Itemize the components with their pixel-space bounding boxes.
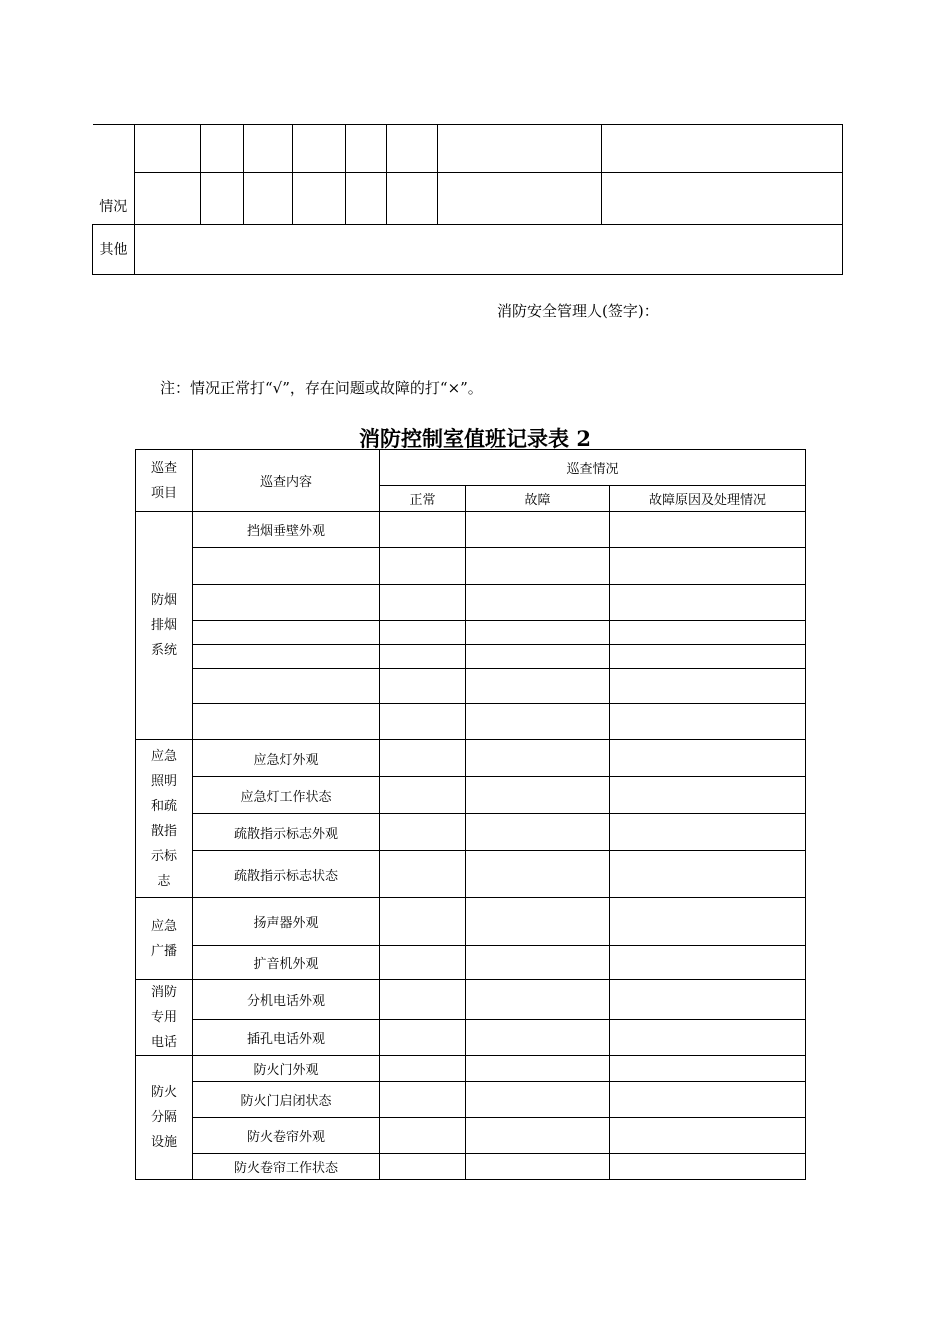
header-item-label: 巡查项目 [150,460,177,501]
reason-cell[interactable] [610,1020,806,1056]
top-cell[interactable] [244,125,293,173]
content-cell: 扩音机外观 [193,946,380,980]
top-cell[interactable] [244,173,293,225]
reason-cell[interactable] [610,621,806,645]
reason-cell[interactable] [610,980,806,1020]
top-cell[interactable] [201,125,244,173]
reason-cell[interactable] [610,645,806,669]
signature-label: 消防安全管理人(签字)： [497,302,659,320]
reason-cell[interactable] [610,851,806,898]
top-cell[interactable] [293,125,346,173]
reason-cell[interactable] [610,946,806,980]
fault-cell[interactable] [466,704,610,740]
normal-cell[interactable] [380,585,466,621]
fault-cell[interactable] [466,512,610,548]
header-fault: 故障 [466,486,610,512]
normal-cell[interactable] [380,1082,466,1118]
content-cell [193,621,380,645]
reason-cell[interactable] [610,669,806,704]
reason-cell[interactable] [610,704,806,740]
top-record-table [92,124,843,275]
top-cell[interactable] [135,125,201,173]
content-cell: 插孔电话外观 [193,1020,380,1056]
category-cell [136,512,193,740]
reason-cell[interactable] [610,1154,806,1180]
content-cell: 防火门启闭状态 [193,1082,380,1118]
content-cell: 分机电话外观 [193,980,380,1020]
top-cell[interactable] [387,125,438,173]
normal-cell[interactable] [380,1020,466,1056]
normal-cell[interactable] [380,980,466,1020]
category-label: 消防专用电话 [150,985,177,1050]
normal-cell[interactable] [380,512,466,548]
fault-cell[interactable] [466,669,610,704]
fault-cell[interactable] [466,1118,610,1154]
category-cell [136,1056,193,1180]
category-label: 防火分隔设施 [150,1085,177,1150]
normal-cell[interactable] [380,777,466,814]
top-cell[interactable] [438,125,602,173]
normal-cell[interactable] [380,645,466,669]
category-cell [136,740,193,898]
content-cell: 应急灯外观 [193,740,380,777]
fault-cell[interactable] [466,645,610,669]
reason-cell[interactable] [610,1056,806,1082]
content-cell [193,585,380,621]
fault-cell[interactable] [466,621,610,645]
content-cell [193,645,380,669]
normal-cell[interactable] [380,1154,466,1180]
top-cell[interactable] [602,173,843,225]
normal-cell[interactable] [380,1118,466,1154]
content-cell: 疏散指示标志外观 [193,814,380,851]
content-cell [193,704,380,740]
fault-cell[interactable] [466,585,610,621]
content-cell: 扬声器外观 [193,898,380,946]
top-cell[interactable] [293,173,346,225]
fault-cell[interactable] [466,1154,610,1180]
other-label: 其他 [99,241,128,258]
header-status: 巡查情况 [380,450,806,486]
page-title: 消防控制室值班记录表 2 [359,426,591,451]
reason-cell[interactable] [610,1082,806,1118]
reason-cell[interactable] [610,1118,806,1154]
fault-cell[interactable] [466,851,610,898]
other-content-cell[interactable] [135,225,843,275]
fault-cell[interactable] [466,777,610,814]
fault-cell[interactable] [466,1082,610,1118]
header-item [136,450,193,512]
reason-cell[interactable] [610,814,806,851]
header-reason: 故障原因及处理情况 [610,486,806,512]
reason-cell[interactable] [610,512,806,548]
content-cell: 挡烟垂壁外观 [193,512,380,548]
content-cell: 防火卷帘外观 [193,1118,380,1154]
reason-cell[interactable] [610,585,806,621]
fault-cell[interactable] [466,548,610,585]
content-cell: 防火卷帘工作状态 [193,1154,380,1180]
header-content: 巡查内容 [193,450,380,512]
fault-cell[interactable] [466,814,610,851]
category-cell [136,980,193,1056]
normal-cell[interactable] [380,621,466,645]
reason-cell[interactable] [610,777,806,814]
content-cell [193,669,380,704]
normal-cell[interactable] [380,704,466,740]
fault-cell[interactable] [466,980,610,1020]
note-text: 注：情况正常打“√”，存在问题或故障的打“×”。 [160,379,483,397]
reason-cell[interactable] [610,740,806,777]
reason-cell[interactable] [610,548,806,585]
category-label: 应急广播 [150,918,177,959]
top-cell[interactable] [387,173,438,225]
top-cell[interactable] [346,125,387,173]
fault-cell[interactable] [466,1020,610,1056]
normal-cell[interactable] [380,548,466,585]
content-cell: 疏散指示标志状态 [193,851,380,898]
top-cell[interactable] [602,125,843,173]
top-cell[interactable] [135,173,201,225]
fault-cell[interactable] [466,946,610,980]
normal-cell[interactable] [380,898,466,946]
category-label: 防烟排烟系统 [150,593,177,658]
content-cell: 防火门外观 [193,1056,380,1082]
fault-cell[interactable] [466,898,610,946]
other-label-cell [93,225,135,275]
content-cell [193,548,380,585]
top-cell[interactable] [438,173,602,225]
normal-cell[interactable] [380,946,466,980]
reason-cell[interactable] [610,898,806,946]
normal-cell[interactable] [380,851,466,898]
normal-cell[interactable] [380,1056,466,1082]
category-label: 应急照明和疏散指示标志 [150,748,177,889]
normal-cell[interactable] [380,669,466,704]
header-normal: 正常 [380,486,466,512]
fault-cell[interactable] [466,740,610,777]
category-cell [136,898,193,980]
situation-label-cell [93,125,135,225]
top-cell[interactable] [346,173,387,225]
duty-record-table [135,449,806,1180]
fault-cell[interactable] [466,1056,610,1082]
normal-cell[interactable] [380,814,466,851]
situation-label: 情况 [99,199,128,215]
top-cell[interactable] [201,173,244,225]
content-cell: 应急灯工作状态 [193,777,380,814]
normal-cell[interactable] [380,740,466,777]
